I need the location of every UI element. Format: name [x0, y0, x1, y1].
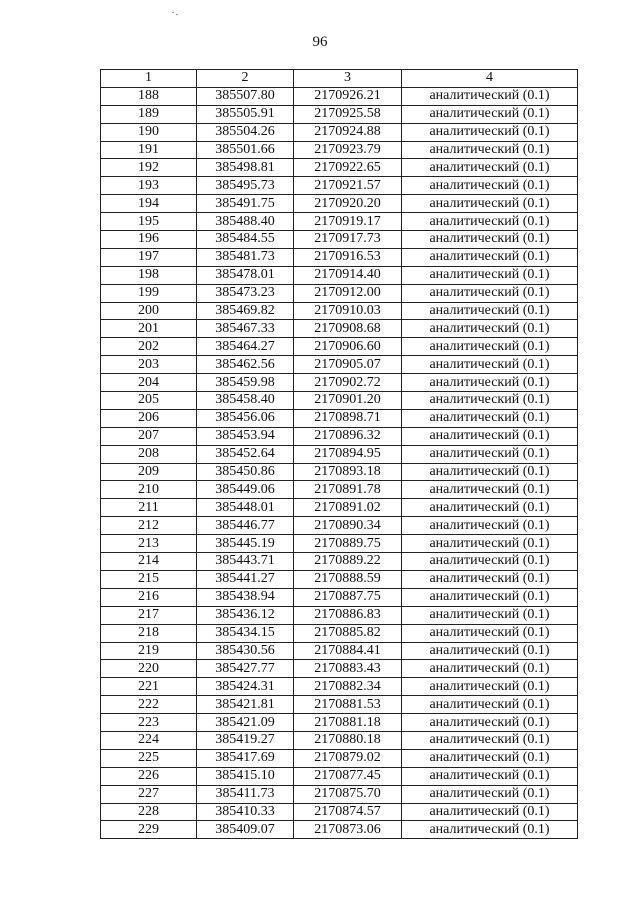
point-number-cell: 222 [101, 696, 197, 714]
point-number-cell: 205 [101, 392, 197, 410]
y-coordinate-cell: 2170889.22 [294, 553, 402, 571]
x-coordinate-cell: 385505.91 [197, 105, 294, 123]
method-cell: аналитический (0.1) [402, 195, 578, 213]
x-coordinate-cell: 385469.82 [197, 302, 294, 320]
method-cell: аналитический (0.1) [402, 213, 578, 231]
table-row [101, 463, 578, 481]
x-coordinate-cell: 385448.01 [197, 499, 294, 517]
column-header: 2 [197, 70, 294, 88]
table-row [101, 338, 578, 356]
point-number-cell: 217 [101, 606, 197, 624]
point-number-cell: 188 [101, 87, 197, 105]
y-coordinate-cell: 2170891.02 [294, 499, 402, 517]
method-cell: аналитический (0.1) [402, 284, 578, 302]
point-number-cell: 225 [101, 749, 197, 767]
method-cell: аналитический (0.1) [402, 409, 578, 427]
method-cell: аналитический (0.1) [402, 517, 578, 535]
point-number-cell: 213 [101, 535, 197, 553]
method-cell: аналитический (0.1) [402, 606, 578, 624]
y-coordinate-cell: 2170902.72 [294, 374, 402, 392]
y-coordinate-cell: 2170908.68 [294, 320, 402, 338]
x-coordinate-cell: 385467.33 [197, 320, 294, 338]
point-number-cell: 223 [101, 714, 197, 732]
x-coordinate-cell: 385415.10 [197, 767, 294, 785]
point-number-cell: 190 [101, 123, 197, 141]
point-number-cell: 214 [101, 553, 197, 571]
y-coordinate-cell: 2170882.34 [294, 678, 402, 696]
method-cell: аналитический (0.1) [402, 463, 578, 481]
x-coordinate-cell: 385427.77 [197, 660, 294, 678]
point-number-cell: 194 [101, 195, 197, 213]
table-row [101, 195, 578, 213]
point-number-cell: 201 [101, 320, 197, 338]
method-cell: аналитический (0.1) [402, 338, 578, 356]
point-number-cell: 219 [101, 642, 197, 660]
column-header: 3 [294, 70, 402, 88]
table-row [101, 535, 578, 553]
point-number-cell: 220 [101, 660, 197, 678]
table-row [101, 678, 578, 696]
y-coordinate-cell: 2170922.65 [294, 159, 402, 177]
method-cell: аналитический (0.1) [402, 714, 578, 732]
method-cell: аналитический (0.1) [402, 231, 578, 249]
method-cell: аналитический (0.1) [402, 141, 578, 159]
y-coordinate-cell: 2170920.20 [294, 195, 402, 213]
y-coordinate-cell: 2170914.40 [294, 266, 402, 284]
method-cell: аналитический (0.1) [402, 749, 578, 767]
table-row [101, 696, 578, 714]
x-coordinate-cell: 385473.23 [197, 284, 294, 302]
method-cell: аналитический (0.1) [402, 535, 578, 553]
x-coordinate-cell: 385501.66 [197, 141, 294, 159]
x-coordinate-cell: 385459.98 [197, 374, 294, 392]
method-cell: аналитический (0.1) [402, 445, 578, 463]
table-row [101, 159, 578, 177]
y-coordinate-cell: 2170880.18 [294, 731, 402, 749]
x-coordinate-cell: 385424.31 [197, 678, 294, 696]
y-coordinate-cell: 2170896.32 [294, 427, 402, 445]
y-coordinate-cell: 2170887.75 [294, 588, 402, 606]
y-coordinate-cell: 2170925.58 [294, 105, 402, 123]
method-cell: аналитический (0.1) [402, 553, 578, 571]
table-body [101, 87, 578, 838]
table-row [101, 123, 578, 141]
x-coordinate-cell: 385434.15 [197, 624, 294, 642]
y-coordinate-cell: 2170910.03 [294, 302, 402, 320]
x-coordinate-cell: 385504.26 [197, 123, 294, 141]
method-cell: аналитический (0.1) [402, 642, 578, 660]
point-number-cell: 197 [101, 248, 197, 266]
table-row [101, 284, 578, 302]
point-number-cell: 226 [101, 767, 197, 785]
point-number-cell: 216 [101, 588, 197, 606]
x-coordinate-cell: 385452.64 [197, 445, 294, 463]
method-cell: аналитический (0.1) [402, 481, 578, 499]
point-number-cell: 227 [101, 785, 197, 803]
y-coordinate-cell: 2170888.59 [294, 570, 402, 588]
x-coordinate-cell: 385456.06 [197, 409, 294, 427]
method-cell: аналитический (0.1) [402, 767, 578, 785]
point-number-cell: 204 [101, 374, 197, 392]
method-cell: аналитический (0.1) [402, 374, 578, 392]
x-coordinate-cell: 385446.77 [197, 517, 294, 535]
table-row [101, 320, 578, 338]
method-cell: аналитический (0.1) [402, 123, 578, 141]
point-number-cell: 207 [101, 427, 197, 445]
table-row [101, 714, 578, 732]
method-cell: аналитический (0.1) [402, 588, 578, 606]
column-header: 1 [101, 70, 197, 88]
y-coordinate-cell: 2170906.60 [294, 338, 402, 356]
x-coordinate-cell: 385484.55 [197, 231, 294, 249]
y-coordinate-cell: 2170901.20 [294, 392, 402, 410]
y-coordinate-cell: 2170875.70 [294, 785, 402, 803]
y-coordinate-cell: 2170884.41 [294, 642, 402, 660]
y-coordinate-cell: 2170879.02 [294, 749, 402, 767]
table-row [101, 767, 578, 785]
y-coordinate-cell: 2170877.45 [294, 767, 402, 785]
method-cell: аналитический (0.1) [402, 159, 578, 177]
y-coordinate-cell: 2170894.95 [294, 445, 402, 463]
method-cell: аналитический (0.1) [402, 177, 578, 195]
table-row [101, 427, 578, 445]
x-coordinate-cell: 385495.73 [197, 177, 294, 195]
y-coordinate-cell: 2170912.00 [294, 284, 402, 302]
x-coordinate-cell: 385421.81 [197, 696, 294, 714]
x-coordinate-cell: 385458.40 [197, 392, 294, 410]
table-row [101, 302, 578, 320]
point-number-cell: 208 [101, 445, 197, 463]
y-coordinate-cell: 2170898.71 [294, 409, 402, 427]
x-coordinate-cell: 385417.69 [197, 749, 294, 767]
table-row [101, 445, 578, 463]
point-number-cell: 215 [101, 570, 197, 588]
table-row [101, 481, 578, 499]
point-number-cell: 196 [101, 231, 197, 249]
point-number-cell: 195 [101, 213, 197, 231]
point-number-cell: 221 [101, 678, 197, 696]
point-number-cell: 211 [101, 499, 197, 517]
y-coordinate-cell: 2170881.53 [294, 696, 402, 714]
y-coordinate-cell: 2170923.79 [294, 141, 402, 159]
x-coordinate-cell: 385464.27 [197, 338, 294, 356]
table-row [101, 731, 578, 749]
x-coordinate-cell: 385409.07 [197, 821, 294, 839]
table-row [101, 177, 578, 195]
method-cell: аналитический (0.1) [402, 87, 578, 105]
table-row [101, 517, 578, 535]
y-coordinate-cell: 2170921.57 [294, 177, 402, 195]
y-coordinate-cell: 2170890.34 [294, 517, 402, 535]
y-coordinate-cell: 2170926.21 [294, 87, 402, 105]
point-number-cell: 209 [101, 463, 197, 481]
x-coordinate-cell: 385453.94 [197, 427, 294, 445]
method-cell: аналитический (0.1) [402, 570, 578, 588]
y-coordinate-cell: 2170916.53 [294, 248, 402, 266]
x-coordinate-cell: 385443.71 [197, 553, 294, 571]
method-cell: аналитический (0.1) [402, 499, 578, 517]
table-row [101, 821, 578, 839]
method-cell: аналитический (0.1) [402, 803, 578, 821]
table-row [101, 624, 578, 642]
table-row [101, 588, 578, 606]
method-cell: аналитический (0.1) [402, 821, 578, 839]
method-cell: аналитический (0.1) [402, 266, 578, 284]
method-cell: аналитический (0.1) [402, 678, 578, 696]
y-coordinate-cell: 2170919.17 [294, 213, 402, 231]
method-cell: аналитический (0.1) [402, 248, 578, 266]
y-coordinate-cell: 2170917.73 [294, 231, 402, 249]
table-header-row [101, 70, 578, 88]
x-coordinate-cell: 385436.12 [197, 606, 294, 624]
point-number-cell: 229 [101, 821, 197, 839]
x-coordinate-cell: 385419.27 [197, 731, 294, 749]
table-row [101, 803, 578, 821]
x-coordinate-cell: 385498.81 [197, 159, 294, 177]
table-row [101, 749, 578, 767]
method-cell: аналитический (0.1) [402, 624, 578, 642]
table-row [101, 785, 578, 803]
y-coordinate-cell: 2170873.06 [294, 821, 402, 839]
point-number-cell: 189 [101, 105, 197, 123]
table-row [101, 553, 578, 571]
x-coordinate-cell: 385430.56 [197, 642, 294, 660]
table-row [101, 660, 578, 678]
y-coordinate-cell: 2170905.07 [294, 356, 402, 374]
table-row [101, 248, 578, 266]
method-cell: аналитический (0.1) [402, 427, 578, 445]
y-coordinate-cell: 2170893.18 [294, 463, 402, 481]
y-coordinate-cell: 2170874.57 [294, 803, 402, 821]
point-number-cell: 191 [101, 141, 197, 159]
table-row [101, 570, 578, 588]
point-number-cell: 206 [101, 409, 197, 427]
method-cell: аналитический (0.1) [402, 105, 578, 123]
x-coordinate-cell: 385438.94 [197, 588, 294, 606]
method-cell: аналитический (0.1) [402, 320, 578, 338]
y-coordinate-cell: 2170885.82 [294, 624, 402, 642]
x-coordinate-cell: 385450.86 [197, 463, 294, 481]
y-coordinate-cell: 2170881.18 [294, 714, 402, 732]
x-coordinate-cell: 385507.80 [197, 87, 294, 105]
x-coordinate-cell: 385449.06 [197, 481, 294, 499]
x-coordinate-cell: 385488.40 [197, 213, 294, 231]
method-cell: аналитический (0.1) [402, 392, 578, 410]
table-row [101, 642, 578, 660]
table-row [101, 392, 578, 410]
point-number-cell: 203 [101, 356, 197, 374]
x-coordinate-cell: 385481.73 [197, 248, 294, 266]
point-number-cell: 199 [101, 284, 197, 302]
point-number-cell: 218 [101, 624, 197, 642]
x-coordinate-cell: 385411.73 [197, 785, 294, 803]
y-coordinate-cell: 2170886.83 [294, 606, 402, 624]
table-row [101, 409, 578, 427]
table-row [101, 356, 578, 374]
x-coordinate-cell: 385421.09 [197, 714, 294, 732]
point-number-cell: 192 [101, 159, 197, 177]
y-coordinate-cell: 2170924.88 [294, 123, 402, 141]
scan-speck [176, 14, 178, 15]
point-number-cell: 228 [101, 803, 197, 821]
table-row [101, 213, 578, 231]
x-coordinate-cell: 385441.27 [197, 570, 294, 588]
method-cell: аналитический (0.1) [402, 785, 578, 803]
table-row [101, 499, 578, 517]
y-coordinate-cell: 2170891.78 [294, 481, 402, 499]
point-number-cell: 198 [101, 266, 197, 284]
y-coordinate-cell: 2170889.75 [294, 535, 402, 553]
x-coordinate-cell: 385445.19 [197, 535, 294, 553]
method-cell: аналитический (0.1) [402, 660, 578, 678]
table-row [101, 231, 578, 249]
x-coordinate-cell: 385462.56 [197, 356, 294, 374]
table-row [101, 87, 578, 105]
method-cell: аналитический (0.1) [402, 356, 578, 374]
table-row [101, 141, 578, 159]
point-number-cell: 224 [101, 731, 197, 749]
x-coordinate-cell: 385478.01 [197, 266, 294, 284]
point-number-cell: 202 [101, 338, 197, 356]
method-cell: аналитический (0.1) [402, 302, 578, 320]
table-row [101, 266, 578, 284]
page-number: 96 [312, 34, 328, 50]
y-coordinate-cell: 2170883.43 [294, 660, 402, 678]
method-cell: аналитический (0.1) [402, 696, 578, 714]
x-coordinate-cell: 385410.33 [197, 803, 294, 821]
point-number-cell: 193 [101, 177, 197, 195]
scan-speck [172, 12, 174, 13]
method-cell: аналитический (0.1) [402, 731, 578, 749]
point-number-cell: 200 [101, 302, 197, 320]
coordinates-table [100, 69, 578, 839]
table-row [101, 606, 578, 624]
point-number-cell: 210 [101, 481, 197, 499]
table-row [101, 374, 578, 392]
point-number-cell: 212 [101, 517, 197, 535]
column-header: 4 [402, 70, 578, 88]
table-row [101, 105, 578, 123]
x-coordinate-cell: 385491.75 [197, 195, 294, 213]
